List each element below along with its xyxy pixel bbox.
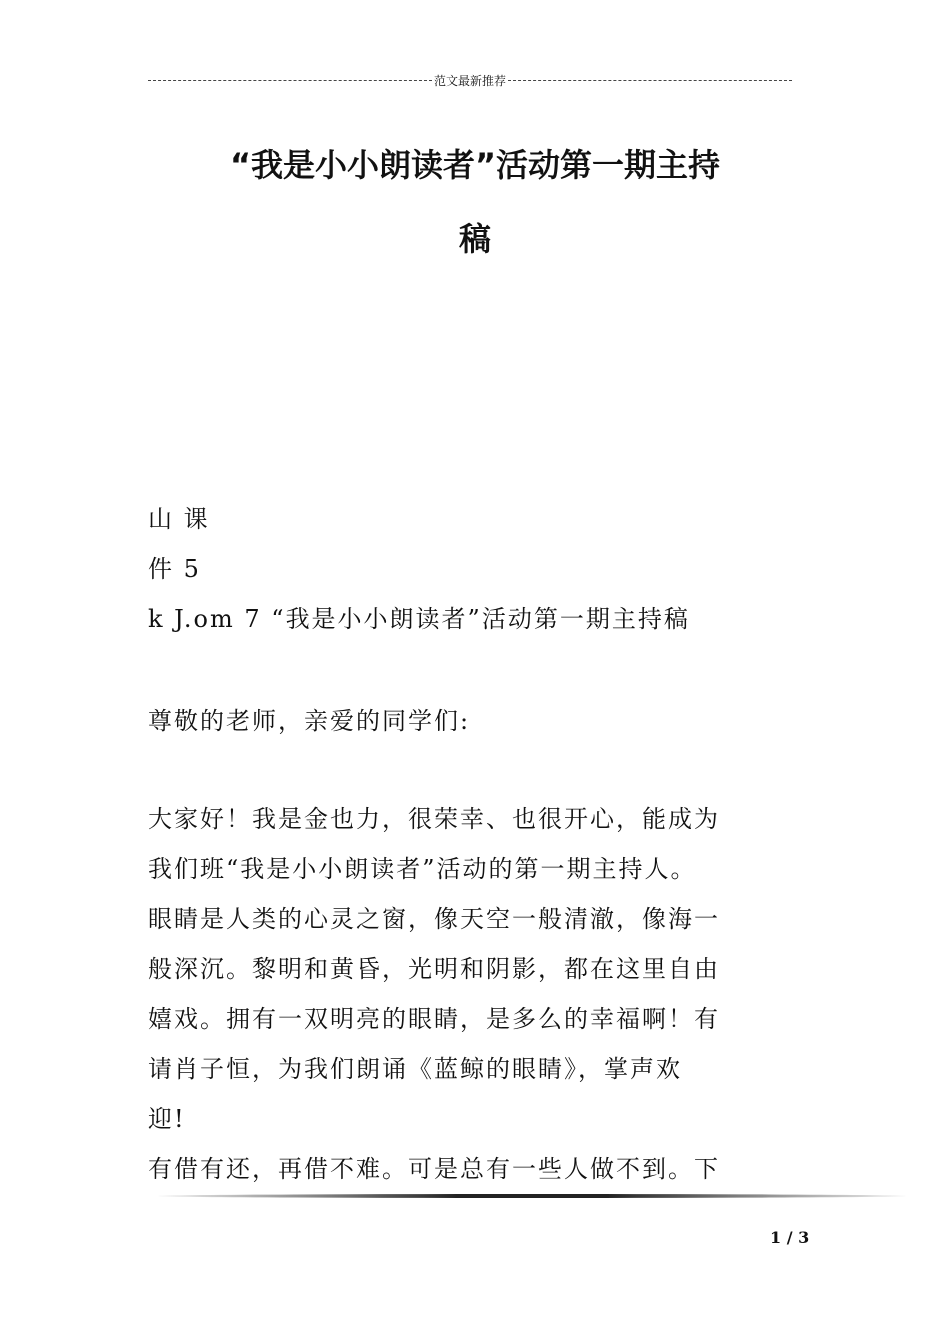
paragraph-line: 嬉戏。拥有一双明亮的眼睛，是多么的幸福啊！有	[148, 1005, 720, 1033]
meta-line-2: 件 5	[148, 555, 201, 583]
paragraph-line: 我们班“我是小小朗读者”活动的第一期主持人。	[148, 855, 697, 883]
footer-rule	[158, 1194, 906, 1198]
meta-line-1: 山 课	[148, 505, 210, 533]
title-line-2: 稿	[458, 220, 491, 258]
body-paragraph	[148, 794, 788, 1194]
meta-block	[148, 494, 788, 644]
page-header	[148, 70, 792, 90]
meta-line-3: k J.om 7 “我是小小朗读者”活动第一期主持稿	[148, 605, 690, 633]
paragraph-line: 请肖子恒，为我们朗诵《蓝鲸的眼睛》，掌声欢	[148, 1055, 682, 1083]
title-line-1: “我是小小朗读者”活动第一期主持	[229, 146, 721, 184]
paragraph-line: 般深沉。黎明和黄昏，光明和阴影，都在这里自由	[148, 955, 720, 983]
document-title	[150, 128, 800, 276]
paragraph-line: 有借有还，再借不难。可是总有一些人做不到。下	[148, 1155, 720, 1183]
page-number: 1 / 3	[770, 1228, 810, 1247]
paragraph-line: 眼睛是人类的心灵之窗，像天空一般清澈，像海一	[148, 905, 720, 933]
paragraph-line: 迎!	[148, 1105, 186, 1133]
salutation: 尊敬的老师，亲爱的同学们:	[148, 707, 471, 735]
header-label: 范文最新推荐	[434, 73, 507, 88]
header-dash-left	[148, 80, 432, 81]
paragraph-line: 大家好！我是金也力，很荣幸、也很开心，能成为	[148, 805, 720, 833]
header-dash-right	[508, 80, 792, 81]
